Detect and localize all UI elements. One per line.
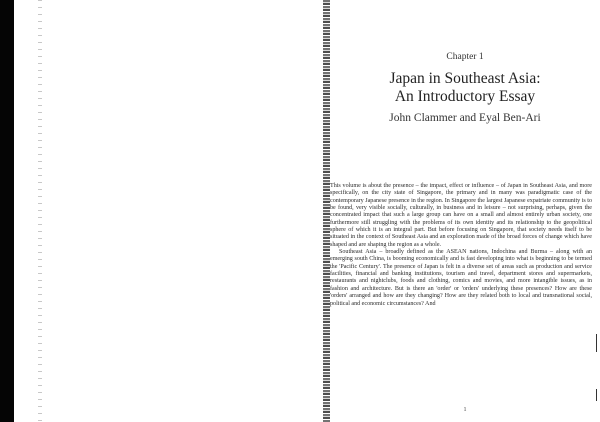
chapter-authors: John Clammer and Eyal Ben-Ari bbox=[389, 112, 541, 124]
body-paragraph-2: Southeast Asia – broadly defined as the ASEAN nations, Indochina and Burma – along with an emerging south China, is booming economically and is fast developing into what is beginning to be termed the 'Pacific Century'. The presence of Japan is felt in a diverse set of areas such as production and service facilities, financial and banking institutions, tourism and travel, department stores and supermarkets, restaurants and nightclubs, foods and clothing, comics and movies, and more intangible issues, as in fashion and architecture. But is there an 'order' or 'orders' underlying these presences? How are these 'orders' arranged and how are they changing? How are they related both to local and transnational social, political and economic circumstances? And bbox=[330, 249, 592, 307]
right-page bbox=[330, 0, 600, 422]
chapter-body bbox=[330, 183, 592, 308]
page-number: 1 bbox=[463, 407, 467, 413]
chapter-title-line-2: An Introductory Essay bbox=[394, 88, 536, 105]
chapter-title bbox=[330, 70, 600, 106]
left-page-scan-noise bbox=[38, 0, 42, 422]
body-paragraph-1: This volume is about the presence – the impact, effect or influence – of Japan in Southeast Asia, and more specifically, on the city state of Singapore, the primary and in many was paradigmatic case of the contemporary Japanese presence in the region. In Singapore the largest Japanese expatriate community is to be found, very visible socially, culturally, in business and in leisure – not surprising, perhaps, given the concentrated impact that such a large group can have on a small and almost entirely urban society, one furthermore still struggling with the problems of its own identity and its relationship to the geopolitical sphere of which it is an integral part. But before focusing on Singapore, that society needs itself to be situated in the context of Southeast Asia and an exploration made of the broad forces of change which have shaped and are shaping the region as a whole. bbox=[330, 183, 592, 248]
book-gutter bbox=[323, 0, 330, 422]
chapter-title-line-1: Japan in Southeast Asia: bbox=[389, 70, 541, 87]
scan-left-edge bbox=[0, 0, 14, 422]
margin-mark-lower bbox=[596, 389, 597, 401]
left-page-blank bbox=[14, 0, 320, 422]
margin-mark-upper bbox=[596, 334, 597, 352]
chapter-label: Chapter 1 bbox=[446, 52, 484, 62]
